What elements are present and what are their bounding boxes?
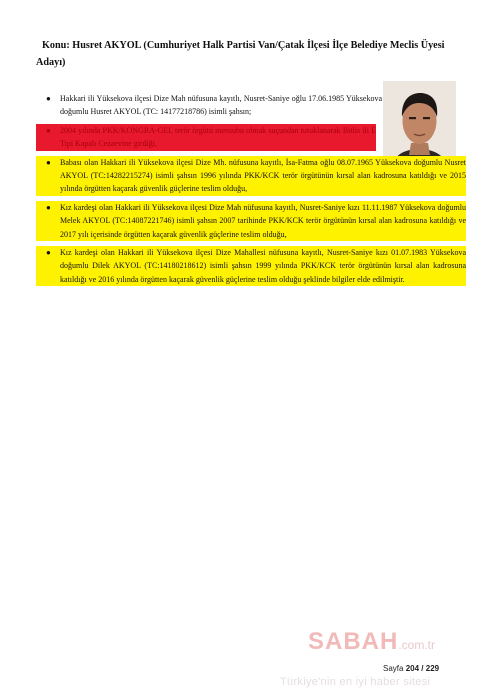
document-subject [36,37,471,71]
list-item-text: Babası olan Hakkari ili Yüksekova ilçesi Dize Mh. nüfusuna kayıtlı, İsa-Fatma oğlu 08.07.1965 Yüksekova doğumlu Nusret AKYOL (TC:14282215274) isimli şahsın 1996 yılında PKK/KCK terör örgütünün kırsal alan kadrosuna katıldığı ve 2015 yılında örgütten kaçarak güvenlik güçlerine teslim olduğu, [60,157,466,194]
list-item-text: Kız kardeşi olan Hakkari ili Yüksekova ilçesi Dize Mah nüfusuna kayıtlı, Nusret-Saniye kızı 11.11.1987 Yüksekova doğumlu Melek AKYOL (TC:14087221746) isimli şahsın 2007 tarihinde PKK/KCK terör örgütünün kırsal alan kadrosuna katıldığı ve 2017 yılı içerisinde örgütten kaçarak güvenlik güçlerine teslim olduğu, [60,202,466,239]
sabah-watermark-logo [308,628,435,656]
list-item-text: 2004 yılında PKK/KONGRA-GEL terör örgütü mensubu olmak suçundan tutuklanarak Bitlis ili E Tipi Kapalı Cezaevine girdiği, [60,125,376,149]
list-item-highlighted-yellow [36,201,466,241]
bullet-icon: ● [46,248,51,258]
list-item-highlighted-yellow [36,246,466,286]
watermark-tld: .com.tr [398,638,436,652]
page-number [383,664,439,673]
info-list [36,92,466,286]
page-total: 229 [425,664,440,673]
page-current: 204 [405,664,420,673]
page-separator: / [421,664,424,673]
subject-label: Konu: [42,40,70,51]
list-item-text: Kız kardeşi olan Hakkari ili Yüksekova ilçesi Dize Mahallesi nüfusuna kayıtlı, Nusret-Saniye kızı 01.07.1983 Yüksekova doğumlu Dilek AKYOL (TC:14180218612) isimli şahsın 1999 yılında PKK/KCK terör örgütünün kırsal alan kadrosuna katıldığı ve 2016 yılında örgütten kaçarak güvenlik güçlerine teslim olduğu şeklinde bilgiler elde edilmiştir. [60,248,466,284]
bullet-icon: ● [46,94,51,103]
watermark-slogan: Türkiye'nin en iyi haber sitesi [280,676,431,688]
list-item-highlighted-yellow [36,156,466,196]
subject-text: Husret AKYOL (Cumhuriyet Halk Partisi Van/Çatak İlçesi İlçe Belediye Meclis Üyesi Adayı) [36,40,445,68]
page-label: Sayfa [383,664,404,673]
bullet-icon: ● [46,202,51,212]
list-item-highlighted-red [36,124,376,151]
bullet-icon: ● [46,157,51,167]
list-item [36,92,382,119]
bullet-icon: ● [46,125,51,135]
list-item-text: Hakkari ili Yüksekova ilçesi Dize Mah nüfusuna kayıtlı, Nusret-Saniye oğlu 17.06.1985 Yüksekova doğumlu Husret AKYOL (TC: 14177218786) isimli şahsın; [60,94,382,117]
watermark-brand: SABAH [308,628,399,655]
